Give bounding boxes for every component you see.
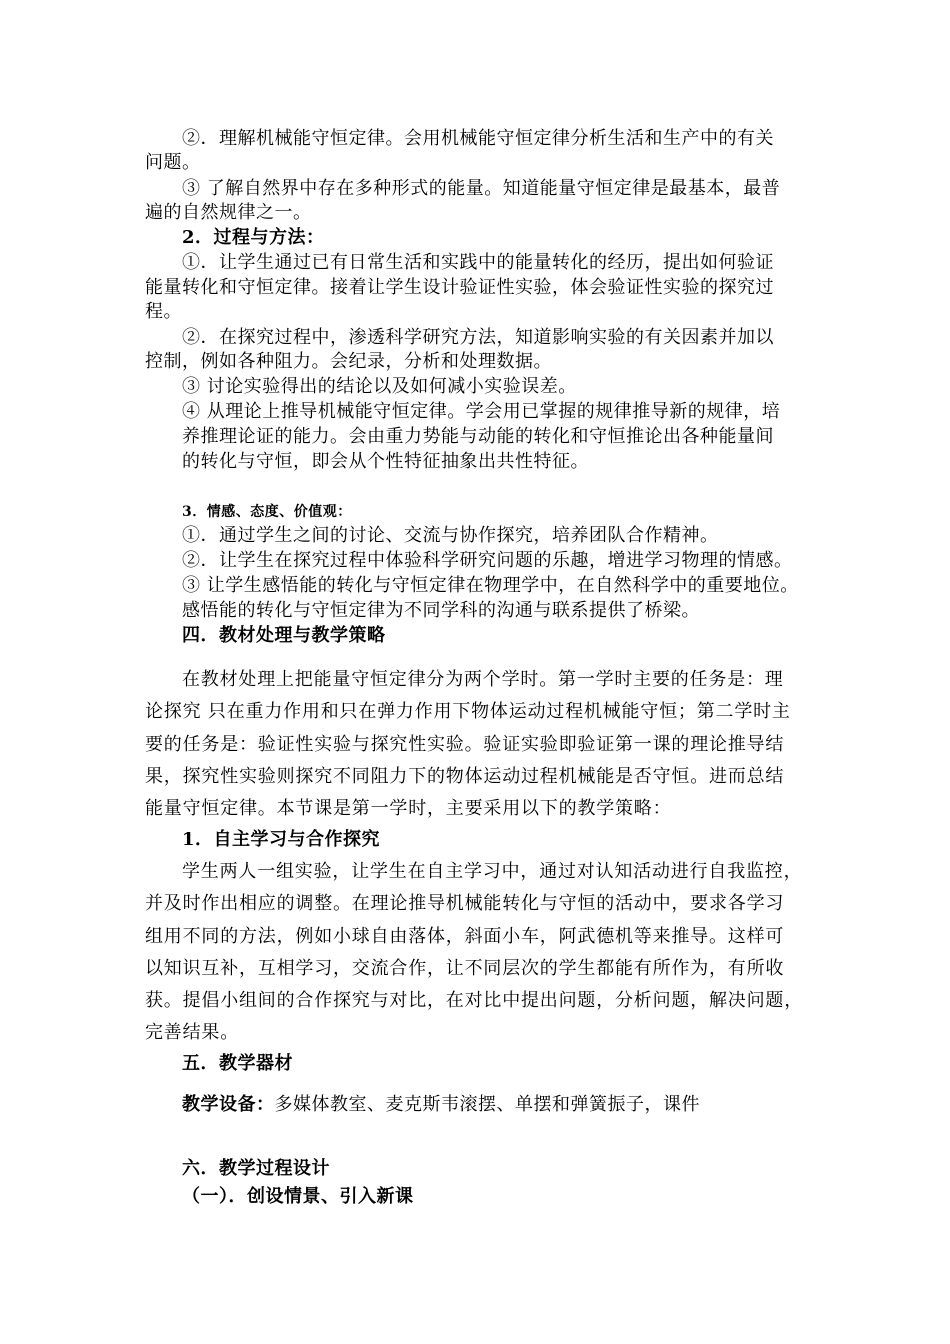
goal2-item3: ③ 讨论实验得出的结论以及如何减小实验误差。 <box>182 376 577 397</box>
goal1-item2-line2: 问题。 <box>145 152 201 173</box>
section4-para-line4: 果，探究性实验则探究不同阻力下的物体运动过程机械能是否守恒。进而总结 <box>145 766 785 787</box>
goal2-item2-line1: ②．在探究过程中，渗透科学研究方法，知道影响实验的有关因素并加以 <box>182 327 774 348</box>
goal2-heading: 2．过程与方法： <box>182 227 325 248</box>
strategy1-para-line1: 学生两人一组实验，让学生在自主学习中，通过对认知活动进行自我监控， <box>182 861 803 882</box>
goal2-item4-line2: 养推理论证的能力。会由重力势能与动能的转化和守恒推论出各种能量间 <box>182 426 774 447</box>
goal2-item4-line3: 的转化与守恒，即会从个性特征抽象出共性特征。 <box>182 451 589 472</box>
goal1-item2-line1: ②．理解机械能守恒定律。会用机械能守恒定律分析生活和生产中的有关 <box>182 128 774 149</box>
goal3-item3-line1: ③ 让学生感悟能的转化与守恒定律在物理学中，在自然科学中的重要地位。 <box>182 575 799 596</box>
section4-para-line1: 在教材处理上把能量守恒定律分为两个学时。第一学时主要的任务是：理 <box>182 669 784 690</box>
goal3-item2: ②．让学生在探究过程中体验科学研究问题的乐趣，增进学习物理的情感。 <box>182 550 793 571</box>
section4-heading: 四．教材处理与教学策略 <box>182 625 386 646</box>
goal3-item3-line2: 感悟能的转化与守恒定律为不同学科的沟通与联系提供了桥梁。 <box>182 600 700 621</box>
goal2-item1-line1: ①．让学生通过已有日常生活和实践中的能量转化的经历，提出如何验证 <box>182 252 774 273</box>
strategy1-para-line5: 获。提倡小组间的合作探究与对比，在对比中提出问题，分析问题，解决问题， <box>145 990 803 1011</box>
section4-para-line3: 要的任务是：验证性实验与探究性实验。验证实验即验证第一课的理论推导结 <box>145 734 785 755</box>
equipment-text: 多媒体教室、麦克斯韦滚摆、单摆和弹簧振子，课件 <box>274 1094 700 1115</box>
strategy1-para-line3: 组用不同的方法，例如小球自由落体，斜面小车，阿武德机等来推导。这样可 <box>145 926 785 947</box>
strategy1-para-line2: 并及时作出相应的调整。在理论推导机械能转化与守恒的活动中，要求各学习 <box>145 893 785 914</box>
equipment-line <box>182 1093 700 1117</box>
section4-para-line5: 能量守恒定律。本节课是第一学时，主要采用以下的教学策略： <box>145 798 672 819</box>
section6-heading: 六．教学过程设计 <box>182 1158 330 1179</box>
goal3-heading: 3．情感、态度、价值观： <box>182 504 352 520</box>
section4-para-line2: 论探究 只在重力作用和只在弹力作用下物体运动过程机械能守恒；第二学时主 <box>145 701 791 722</box>
equipment-label: 教学设备： <box>182 1094 275 1115</box>
goal2-item2-line2: 控制，例如各种阻力。会纪录，分析和处理数据。 <box>145 351 552 372</box>
goal3-item1: ①．通过学生之间的讨论、交流与协作探究，培养团队合作精神。 <box>182 525 719 546</box>
strategy1-para-line4: 以知识互补，互相学习，交流合作，让不同层次的学生都能有所作为，有所收 <box>145 958 785 979</box>
goal2-item4-line1: ④ 从理论上推导机械能守恒定律。学会用已掌握的规律推导新的规律，培 <box>182 401 781 422</box>
goal1-item3-line1: ③ 了解自然界中存在多种形式的能量。知道能量守恒定律是最基本，最普 <box>182 178 781 199</box>
section6-subheading: （一）．创设情景、引入新课 <box>182 1186 414 1207</box>
strategy1-heading: 1．自主学习与合作探究 <box>182 829 381 850</box>
goal1-item3-line2: 遍的自然规律之一。 <box>145 202 312 223</box>
goal2-item1-line3: 程。 <box>145 301 182 322</box>
section5-heading: 五．教学器材 <box>182 1053 293 1074</box>
goal2-item1-line2: 能量转化和守恒定律。接着让学生设计验证性实验，体会验证性实验的探究过 <box>145 277 774 298</box>
strategy1-para-line6: 完善结果。 <box>145 1022 239 1043</box>
